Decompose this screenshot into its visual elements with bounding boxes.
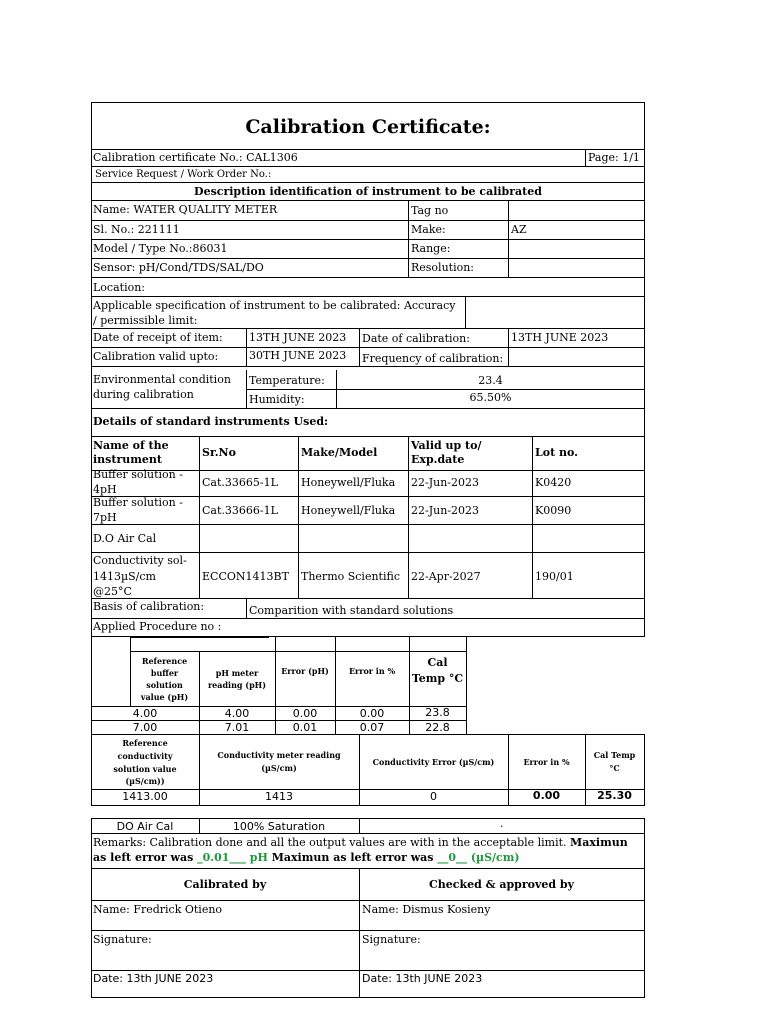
applicable-spec-line1: Applicable specification of instrument to be calibrated: Accuracy [93,299,456,312]
remarks-line2 [93,851,520,864]
std-row-lot: 190/01 [535,570,574,583]
calibrator-name: Name: Fredrick Otieno [93,903,223,916]
valid-upto-value: 30TH JUNE 2023 [249,349,347,362]
std-row-name: 1413µS/cm [93,570,156,583]
instrument-name: Name: WATER QUALITY METER [93,203,278,216]
certificate-number: Calibration certificate No.: CAL1306 [93,151,298,164]
ph-col-ref: solution [146,680,183,690]
ph-row-meter: 4.00 [224,707,250,720]
calibration-date-value: 13TH JUNE 2023 [511,331,609,344]
cond-col-cal-temp: °C [609,763,620,773]
do-label: DO Air Cal [116,820,174,833]
ph-row-error: 0.00 [292,707,318,720]
std-row-name: 4pH [93,483,117,496]
col-name-line2: instrument [93,453,162,466]
cond-col-cal-temp: Cal Temp [593,750,636,760]
cond-row-error: 0 [430,790,437,803]
remarks-ph-error: _0.01___ pH [197,851,268,864]
calibrated-by-heading: Calibrated by [183,878,267,891]
section-description-heading: Description identification of instrument to be calibrated [194,185,542,198]
serial-number: Sl. No.: 221111 [93,223,180,236]
cond-col-ref: conductivity [117,751,173,761]
basis-label: Basis of calibration: [93,600,205,613]
cond-col-ref: Reference [122,738,168,748]
ph-row-error: 0.01 [292,721,318,734]
resolution-label: Resolution: [411,261,475,274]
checked-by-heading: Checked & approved by [429,878,574,891]
cond-col-error: Conductivity Error (µS/cm) [372,757,495,767]
do-value: 100% Saturation [232,820,326,833]
environment-label-line1: Environmental condition [93,373,231,386]
temperature-label: Temperature: [249,374,325,387]
make-value: AZ [511,223,527,236]
cond-col-error-pct: Error in % [523,757,570,767]
humidity-value: 65.50% [469,391,512,404]
col-valid-line1: Valid up to/ [411,439,482,452]
standard-instruments-heading: Details of standard instruments Used: [93,415,329,428]
std-row-sr: Cat.33666-1L [202,504,278,517]
ph-row-ref: 7.00 [132,721,158,734]
approver-date: Date: 13th JUNE 2023 [362,972,483,985]
ph-col-ref: buffer [150,668,179,678]
valid-upto-label: Calibration valid upto: [93,350,219,363]
std-row-name: D.O Air Cal [93,532,157,545]
std-row-sr: Cat.33665-1L [202,476,278,489]
basis-value: Comparition with standard solutions [249,604,454,617]
remarks-max-label: Maximun [570,836,628,849]
ph-col-error: Error (pH) [281,666,329,676]
std-row-valid: 22-Jun-2023 [411,476,480,489]
tag-no-label: Tag no [411,204,449,217]
remarks-as-left-2: Maximun as left error was [267,851,438,864]
page-number: Page: 1/1 [588,151,640,164]
approver-signature: Signature: [362,933,421,946]
ph-col-meter: reading (pH) [207,680,267,690]
ph-col-ref: Reference [141,656,188,666]
std-row-name: 7pH [93,511,117,524]
certificate-title: Calibration Certificate: [245,116,491,138]
cond-row-meter: 1413 [265,790,293,803]
cond-col-ref: (µS/cm)) [125,776,165,786]
remarks-line1 [93,836,628,849]
model-type: Model / Type No.:86031 [93,242,228,255]
std-row-lot: K0090 [535,504,572,517]
range-label: Range: [411,242,451,255]
remarks-text: Remarks: Calibration done and all the output values are with in the acceptable limit. [93,836,571,849]
std-row-valid: 22-Apr-2027 [411,570,481,583]
location-label: Location: [93,281,145,294]
calibration-date-label: Date of calibration: [362,332,470,345]
cond-row-temp: 25.30 [597,789,632,802]
cond-row-ref: 1413.00 [122,790,168,803]
std-row-sr: ECCON1413BT [202,570,289,583]
calibrator-date: Date: 13th JUNE 2023 [93,972,214,985]
calibrator-signature: Signature: [93,933,152,946]
approver-name: Name: Dismus Kosieny [362,903,491,916]
cond-col-meter: Conductivity meter reading [217,750,341,760]
remarks-as-left: as left error was [93,851,198,864]
receipt-date-value: 13TH JUNE 2023 [249,331,347,344]
col-name-line1: Name of the [93,439,169,452]
applicable-spec-line2: / permissible limit: [93,314,198,327]
make-label: Make: [411,223,446,236]
service-request: Service Request / Work Order No.: [95,169,272,180]
std-row-valid: 22-Jun-2023 [411,504,480,517]
receipt-date-label: Date of receipt of item: [93,331,223,344]
ph-col-ref: value (pH) [140,692,189,702]
ph-row-meter: 7.01 [224,721,250,734]
remarks-cond-error: __0__ (µS/cm) [437,851,520,864]
humidity-label: Humidity: [249,393,305,406]
col-sr-no: Sr.No [202,446,236,459]
std-row-make: Thermo Scientific [301,570,400,583]
ph-col-error-pct: Error in % [348,666,396,676]
ph-col-cal-temp: Cal [427,656,448,669]
ph-row-ref: 4.00 [132,707,158,720]
ph-col-meter: pH meter [215,668,259,678]
col-make-model: Make/Model [301,446,378,459]
std-row-make: Honeywell/Fluka [301,504,396,517]
std-row-name: @25°C [93,585,132,598]
sensor: Sensor: pH/Cond/TDS/SAL/DO [93,261,264,274]
std-row-name: Buffer solution - [93,496,183,509]
procedure-label: Applied Procedure no : [93,620,222,633]
col-valid-line2: Exp.date [411,453,465,466]
cond-col-meter: (µS/cm) [261,763,297,773]
cond-col-ref: solution value [113,764,177,774]
cond-row-pct: 0.00 [532,789,561,802]
ph-row-temp: 23.8 [425,706,450,719]
ph-col-cal-temp: Temp °C [411,672,464,685]
std-row-name: Buffer solution - [93,468,183,481]
ph-row-temp: 22.8 [425,721,450,734]
std-row-name: Conductivity sol- [93,554,187,567]
frequency-label: Frequency of calibration: [362,352,504,365]
ph-row-pct: 0.07 [359,721,385,734]
std-row-lot: K0420 [535,476,572,489]
temperature-value: 23.4 [478,374,503,387]
environment-label-line2: during calibration [93,388,194,401]
do-dot: . [500,817,504,830]
ph-row-pct: 0.00 [359,707,385,720]
std-row-make: Honeywell/Fluka [301,476,396,489]
col-lot-no: Lot no. [535,446,578,459]
